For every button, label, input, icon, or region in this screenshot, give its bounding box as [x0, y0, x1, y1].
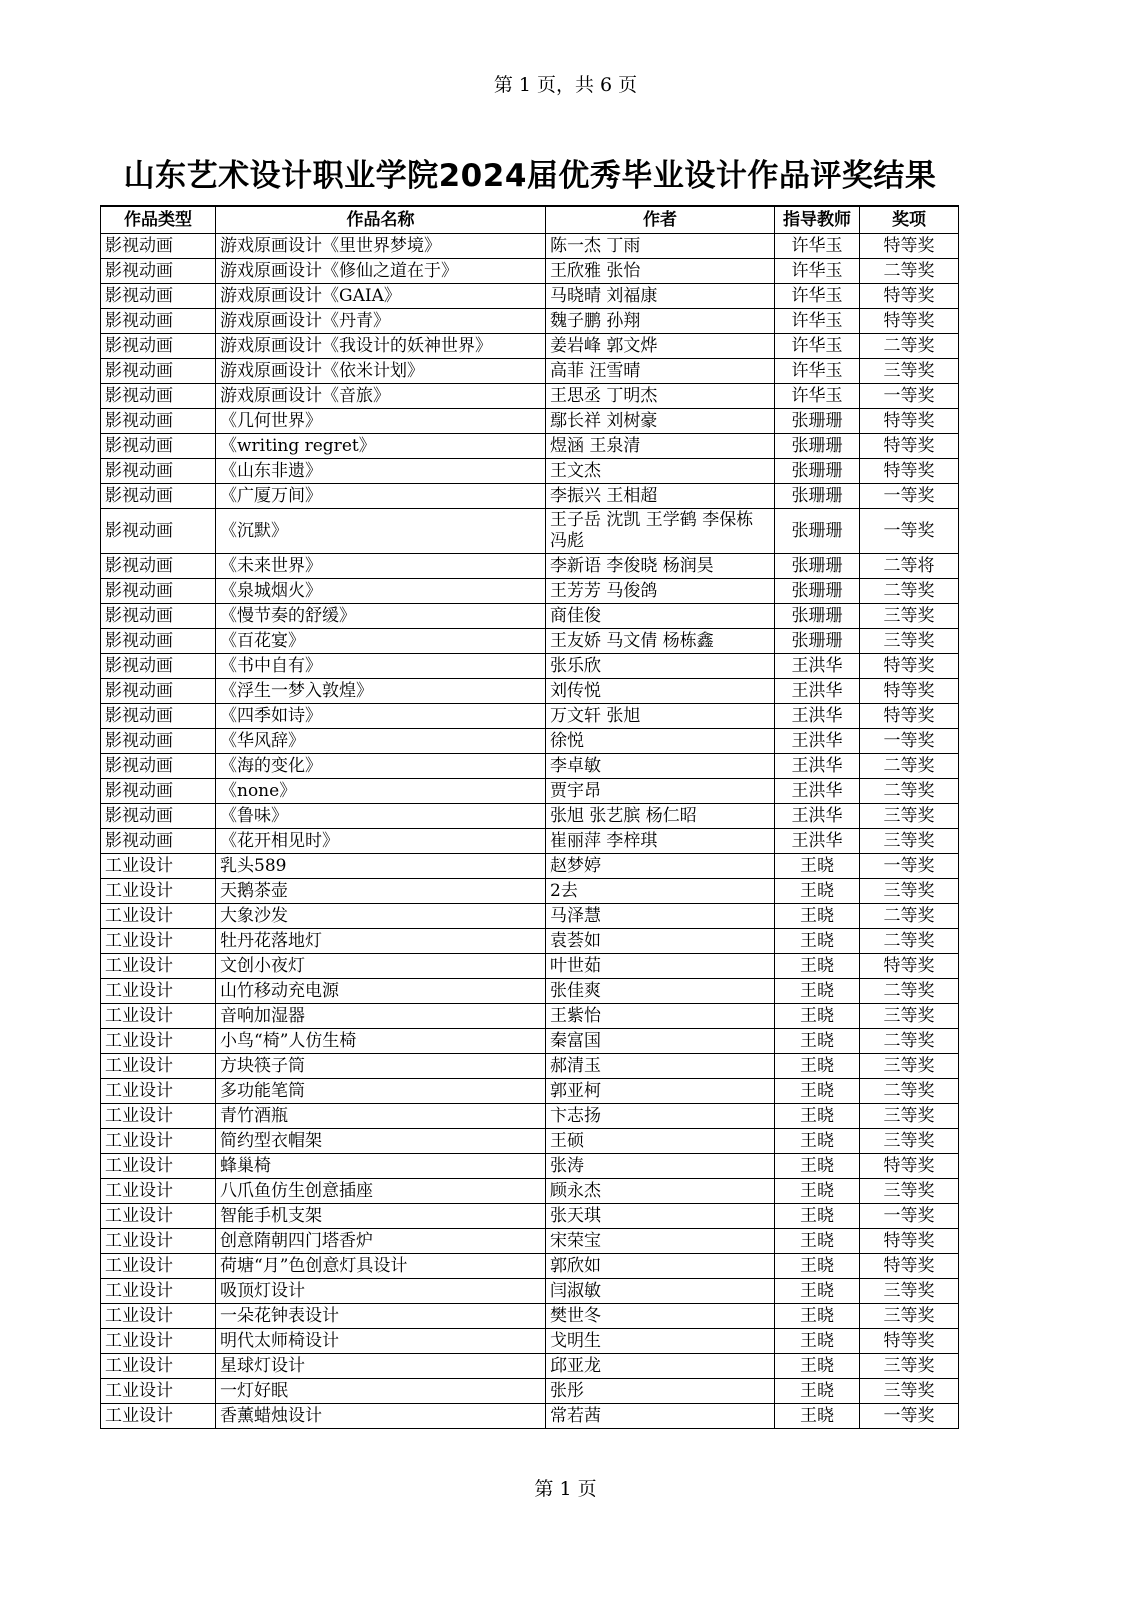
cell-type: 工业设计	[101, 1279, 216, 1304]
cell-title: 《泉城烟火》	[216, 579, 546, 604]
cell-title: 《书中自有》	[216, 654, 546, 679]
table-row	[101, 554, 959, 579]
cell-type: 影视动画	[101, 754, 216, 779]
table-row	[101, 384, 959, 409]
cell-type: 影视动画	[101, 384, 216, 409]
cell-author: 陈一杰 丁雨	[546, 234, 775, 259]
cell-award: 三等奖	[860, 1304, 959, 1329]
cell-author: 秦富国	[546, 1029, 775, 1054]
cell-advisor: 王晓	[775, 1054, 860, 1079]
cell-title: 《几何世界》	[216, 409, 546, 434]
table-row	[101, 1354, 959, 1379]
cell-author: 袁荟如	[546, 929, 775, 954]
cell-award: 三等奖	[860, 1179, 959, 1204]
cell-author: 张佳爽	[546, 979, 775, 1004]
cell-author: 崔丽萍 李梓琪	[546, 829, 775, 854]
cell-type: 影视动画	[101, 704, 216, 729]
table-row	[101, 484, 959, 509]
cell-author: 鄢长祥 刘树豪	[546, 409, 775, 434]
cell-award: 二等将	[860, 554, 959, 579]
cell-title: 蜂巢椅	[216, 1154, 546, 1179]
cell-author: 姜岩峰 郭文烨	[546, 334, 775, 359]
cell-award: 三等奖	[860, 1129, 959, 1154]
cell-type: 工业设计	[101, 1154, 216, 1179]
cell-type: 工业设计	[101, 879, 216, 904]
cell-title: 游戏原画设计《GAIA》	[216, 284, 546, 309]
cell-author: 万文轩 张旭	[546, 704, 775, 729]
table-row	[101, 1229, 959, 1254]
cell-award: 二等奖	[860, 1029, 959, 1054]
cell-advisor: 许华玉	[775, 259, 860, 284]
cell-award: 一等奖	[860, 1404, 959, 1429]
cell-award: 三等奖	[860, 1054, 959, 1079]
cell-type: 影视动画	[101, 779, 216, 804]
cell-advisor: 王洪华	[775, 654, 860, 679]
table-row	[101, 1029, 959, 1054]
table-row	[101, 929, 959, 954]
column-header-author: 作者	[546, 206, 775, 234]
cell-type: 工业设计	[101, 929, 216, 954]
cell-author: 高菲 汪雪晴	[546, 359, 775, 384]
cell-award: 二等奖	[860, 929, 959, 954]
cell-author: 王欣雅 张怡	[546, 259, 775, 284]
cell-award: 三等奖	[860, 604, 959, 629]
cell-advisor: 许华玉	[775, 284, 860, 309]
cell-advisor: 王晓	[775, 1104, 860, 1129]
cell-author: 张乐欣	[546, 654, 775, 679]
cell-type: 影视动画	[101, 434, 216, 459]
cell-type: 影视动画	[101, 729, 216, 754]
cell-advisor: 王晓	[775, 1379, 860, 1404]
cell-advisor: 许华玉	[775, 359, 860, 384]
cell-author: 马晓晴 刘福康	[546, 284, 775, 309]
cell-type: 工业设计	[101, 1179, 216, 1204]
cell-author: 常若茜	[546, 1404, 775, 1429]
cell-award: 特等奖	[860, 1254, 959, 1279]
table-row	[101, 1379, 959, 1404]
cell-author: 李卓敏	[546, 754, 775, 779]
document-title: 山东艺术设计职业学院2024届优秀毕业设计作品评奖结果	[123, 158, 937, 194]
cell-title: 文创小夜灯	[216, 954, 546, 979]
cell-award: 三等奖	[860, 629, 959, 654]
cell-title: 《鲁味》	[216, 804, 546, 829]
cell-author: 李新语 李俊晓 杨润昊	[546, 554, 775, 579]
table-row	[101, 729, 959, 754]
cell-award: 特等奖	[860, 434, 959, 459]
cell-advisor: 张珊珊	[775, 604, 860, 629]
cell-title: 《沉默》	[216, 509, 546, 554]
cell-advisor: 张珊珊	[775, 409, 860, 434]
cell-title: 多功能笔筒	[216, 1079, 546, 1104]
cell-author: 邱亚龙	[546, 1354, 775, 1379]
cell-title: 小鸟“椅”人仿生椅	[216, 1029, 546, 1054]
table-row	[101, 654, 959, 679]
cell-title: 《none》	[216, 779, 546, 804]
cell-award: 二等奖	[860, 579, 959, 604]
cell-author: 王硕	[546, 1129, 775, 1154]
cell-type: 工业设计	[101, 1354, 216, 1379]
cell-type: 影视动画	[101, 554, 216, 579]
table-row	[101, 1304, 959, 1329]
cell-type: 影视动画	[101, 359, 216, 384]
cell-advisor: 王晓	[775, 1329, 860, 1354]
cell-advisor: 许华玉	[775, 384, 860, 409]
cell-award: 二等奖	[860, 334, 959, 359]
cell-author: 王芳芳 马俊鸽	[546, 579, 775, 604]
table-row	[101, 284, 959, 309]
cell-author: 宋荣宝	[546, 1229, 775, 1254]
cell-award: 三等奖	[860, 1379, 959, 1404]
table-row	[101, 1104, 959, 1129]
cell-title: 星球灯设计	[216, 1354, 546, 1379]
cell-author: 王子岳 沈凯 王学鹤 李保栋 冯彪	[546, 509, 775, 554]
cell-advisor: 王晓	[775, 1304, 860, 1329]
cell-type: 影视动画	[101, 284, 216, 309]
cell-advisor: 张珊珊	[775, 459, 860, 484]
cell-title: 《未来世界》	[216, 554, 546, 579]
cell-title: 一朵花钟表设计	[216, 1304, 546, 1329]
cell-author: 2去	[546, 879, 775, 904]
cell-award: 特等奖	[860, 704, 959, 729]
cell-advisor: 王洪华	[775, 829, 860, 854]
cell-title: 《华风辞》	[216, 729, 546, 754]
cell-author: 赵梦婷	[546, 854, 775, 879]
cell-advisor: 王晓	[775, 1129, 860, 1154]
cell-author: 张旭 张艺膑 杨仁昭	[546, 804, 775, 829]
cell-advisor: 张珊珊	[775, 579, 860, 604]
cell-advisor: 王晓	[775, 929, 860, 954]
cell-award: 二等奖	[860, 259, 959, 284]
cell-type: 影视动画	[101, 459, 216, 484]
cell-award: 特等奖	[860, 409, 959, 434]
cell-advisor: 王洪华	[775, 704, 860, 729]
cell-type: 工业设计	[101, 1379, 216, 1404]
cell-type: 工业设计	[101, 1029, 216, 1054]
column-header-award: 奖项	[860, 206, 959, 234]
awards-table	[100, 205, 959, 1429]
cell-title: 《花开相见时》	[216, 829, 546, 854]
cell-type: 工业设计	[101, 1254, 216, 1279]
cell-title: 《海的变化》	[216, 754, 546, 779]
cell-type: 工业设计	[101, 1229, 216, 1254]
table-header-row	[101, 206, 959, 234]
page-header: 第 1 页，共 6 页	[493, 74, 638, 96]
cell-author: 卞志扬	[546, 1104, 775, 1129]
cell-author: 刘传悦	[546, 679, 775, 704]
cell-author: 郝清玉	[546, 1054, 775, 1079]
cell-advisor: 王晓	[775, 979, 860, 1004]
table-row	[101, 1004, 959, 1029]
cell-author: 郭欣如	[546, 1254, 775, 1279]
cell-author: 张天琪	[546, 1204, 775, 1229]
table-row	[101, 1404, 959, 1429]
cell-type: 工业设计	[101, 1304, 216, 1329]
cell-title: 《writing regret》	[216, 434, 546, 459]
cell-award: 三等奖	[860, 1104, 959, 1129]
table-row	[101, 1129, 959, 1154]
cell-advisor: 王晓	[775, 1354, 860, 1379]
column-header-advisor: 指导教师	[775, 206, 860, 234]
cell-award: 特等奖	[860, 1229, 959, 1254]
cell-advisor: 许华玉	[775, 334, 860, 359]
cell-award: 特等奖	[860, 654, 959, 679]
cell-title: 天鹅茶壶	[216, 879, 546, 904]
cell-advisor: 张珊珊	[775, 554, 860, 579]
cell-award: 三等奖	[860, 829, 959, 854]
cell-award: 特等奖	[860, 284, 959, 309]
cell-type: 影视动画	[101, 234, 216, 259]
cell-title: 乳头589	[216, 854, 546, 879]
cell-award: 特等奖	[860, 459, 959, 484]
cell-advisor: 王洪华	[775, 754, 860, 779]
cell-title: 香薰蜡烛设计	[216, 1404, 546, 1429]
cell-advisor: 张珊珊	[775, 484, 860, 509]
cell-award: 一等奖	[860, 1204, 959, 1229]
cell-author: 贾宇昂	[546, 779, 775, 804]
cell-title: 大象沙发	[216, 904, 546, 929]
cell-advisor: 王晓	[775, 904, 860, 929]
cell-author: 徐悦	[546, 729, 775, 754]
cell-advisor: 张珊珊	[775, 629, 860, 654]
cell-advisor: 许华玉	[775, 309, 860, 334]
cell-type: 影视动画	[101, 629, 216, 654]
cell-award: 特等奖	[860, 309, 959, 334]
cell-title: 明代太师椅设计	[216, 1329, 546, 1354]
table-row	[101, 579, 959, 604]
table-row	[101, 1204, 959, 1229]
cell-type: 工业设计	[101, 1054, 216, 1079]
table-row	[101, 1079, 959, 1104]
cell-award: 一等奖	[860, 854, 959, 879]
table-row	[101, 359, 959, 384]
table-row	[101, 1279, 959, 1304]
cell-type: 工业设计	[101, 1204, 216, 1229]
table-row	[101, 234, 959, 259]
cell-title: 创意隋朝四门塔香炉	[216, 1229, 546, 1254]
cell-type: 影视动画	[101, 334, 216, 359]
cell-advisor: 王晓	[775, 1204, 860, 1229]
page-footer: 第 1 页	[534, 1478, 597, 1500]
cell-author: 樊世冬	[546, 1304, 775, 1329]
cell-award: 特等奖	[860, 954, 959, 979]
table-row	[101, 1054, 959, 1079]
cell-advisor: 王晓	[775, 879, 860, 904]
cell-award: 三等奖	[860, 1004, 959, 1029]
cell-author: 王文杰	[546, 459, 775, 484]
cell-award: 二等奖	[860, 1079, 959, 1104]
cell-author: 煜涵 王泉清	[546, 434, 775, 459]
cell-award: 二等奖	[860, 754, 959, 779]
cell-title: 《山东非遗》	[216, 459, 546, 484]
cell-author: 李振兴 王相超	[546, 484, 775, 509]
cell-type: 工业设计	[101, 904, 216, 929]
cell-advisor: 王洪华	[775, 804, 860, 829]
cell-award: 三等奖	[860, 1279, 959, 1304]
table-row	[101, 904, 959, 929]
cell-advisor: 王洪华	[775, 679, 860, 704]
table-row	[101, 459, 959, 484]
cell-award: 特等奖	[860, 1154, 959, 1179]
cell-title: 音响加湿器	[216, 1004, 546, 1029]
table-row	[101, 704, 959, 729]
cell-advisor: 许华玉	[775, 234, 860, 259]
cell-title: 游戏原画设计《丹青》	[216, 309, 546, 334]
cell-type: 影视动画	[101, 604, 216, 629]
cell-advisor: 王晓	[775, 1029, 860, 1054]
cell-advisor: 王晓	[775, 1279, 860, 1304]
cell-advisor: 王晓	[775, 1404, 860, 1429]
cell-award: 一等奖	[860, 484, 959, 509]
cell-type: 工业设计	[101, 1004, 216, 1029]
cell-advisor: 王晓	[775, 1179, 860, 1204]
cell-author: 张彤	[546, 1379, 775, 1404]
cell-type: 影视动画	[101, 829, 216, 854]
cell-type: 影视动画	[101, 509, 216, 554]
cell-title: 方块筷子筒	[216, 1054, 546, 1079]
cell-author: 马泽慧	[546, 904, 775, 929]
cell-title: 八爪鱼仿生创意插座	[216, 1179, 546, 1204]
cell-author: 郭亚柯	[546, 1079, 775, 1104]
table-row	[101, 804, 959, 829]
cell-award: 三等奖	[860, 1354, 959, 1379]
cell-award: 二等奖	[860, 979, 959, 1004]
table-body	[101, 234, 959, 1429]
table-row	[101, 604, 959, 629]
cell-advisor: 王晓	[775, 954, 860, 979]
cell-author: 张涛	[546, 1154, 775, 1179]
table-row	[101, 509, 959, 554]
cell-author: 魏子鹏 孙翔	[546, 309, 775, 334]
table-row	[101, 334, 959, 359]
cell-type: 影视动画	[101, 804, 216, 829]
cell-type: 影视动画	[101, 654, 216, 679]
cell-title: 《四季如诗》	[216, 704, 546, 729]
cell-advisor: 王洪华	[775, 779, 860, 804]
cell-type: 影视动画	[101, 309, 216, 334]
cell-advisor: 张珊珊	[775, 509, 860, 554]
table-row	[101, 979, 959, 1004]
cell-title: 简约型衣帽架	[216, 1129, 546, 1154]
cell-title: 游戏原画设计《我设计的妖神世界》	[216, 334, 546, 359]
cell-author: 王思丞 丁明杰	[546, 384, 775, 409]
cell-award: 一等奖	[860, 729, 959, 754]
cell-title: 《广厦万间》	[216, 484, 546, 509]
cell-advisor: 王晓	[775, 1154, 860, 1179]
cell-award: 一等奖	[860, 384, 959, 409]
cell-type: 工业设计	[101, 1079, 216, 1104]
table-row	[101, 409, 959, 434]
cell-type: 工业设计	[101, 979, 216, 1004]
cell-type: 工业设计	[101, 954, 216, 979]
cell-advisor: 王晓	[775, 854, 860, 879]
cell-advisor: 王晓	[775, 1254, 860, 1279]
cell-award: 特等奖	[860, 1329, 959, 1354]
cell-author: 叶世茹	[546, 954, 775, 979]
cell-title: 荷塘“月”色创意灯具设计	[216, 1254, 546, 1279]
table-row	[101, 1154, 959, 1179]
cell-advisor: 张珊珊	[775, 434, 860, 459]
cell-title: 游戏原画设计《音旅》	[216, 384, 546, 409]
cell-author: 王紫怡	[546, 1004, 775, 1029]
cell-type: 工业设计	[101, 1129, 216, 1154]
cell-title: 牡丹花落地灯	[216, 929, 546, 954]
cell-type: 影视动画	[101, 679, 216, 704]
table-row	[101, 854, 959, 879]
table-row	[101, 1179, 959, 1204]
table-row	[101, 954, 959, 979]
cell-title: 《百花宴》	[216, 629, 546, 654]
cell-title: 一灯好眠	[216, 1379, 546, 1404]
cell-title: 吸顶灯设计	[216, 1279, 546, 1304]
column-header-title: 作品名称	[216, 206, 546, 234]
cell-type: 工业设计	[101, 1329, 216, 1354]
cell-author: 王友娇 马文倩 杨栋鑫	[546, 629, 775, 654]
cell-title: 《慢节奏的舒缓》	[216, 604, 546, 629]
cell-award: 三等奖	[860, 879, 959, 904]
cell-advisor: 王晓	[775, 1229, 860, 1254]
table-row	[101, 434, 959, 459]
cell-author: 商佳俊	[546, 604, 775, 629]
table-row	[101, 829, 959, 854]
cell-title: 山竹移动充电源	[216, 979, 546, 1004]
table-row	[101, 1254, 959, 1279]
cell-advisor: 王洪华	[775, 729, 860, 754]
table-row	[101, 259, 959, 284]
cell-title: 青竹酒瓶	[216, 1104, 546, 1129]
cell-type: 影视动画	[101, 579, 216, 604]
cell-award: 三等奖	[860, 804, 959, 829]
cell-advisor: 王晓	[775, 1079, 860, 1104]
cell-award: 二等奖	[860, 779, 959, 804]
table-row	[101, 309, 959, 334]
cell-author: 戈明生	[546, 1329, 775, 1354]
cell-type: 影视动画	[101, 484, 216, 509]
table-row	[101, 629, 959, 654]
column-header-type: 作品类型	[101, 206, 216, 234]
table-row	[101, 679, 959, 704]
cell-award: 三等奖	[860, 359, 959, 384]
cell-title: 智能手机支架	[216, 1204, 546, 1229]
cell-title: 游戏原画设计《里世界梦境》	[216, 234, 546, 259]
cell-type: 工业设计	[101, 1104, 216, 1129]
cell-type: 影视动画	[101, 409, 216, 434]
cell-award: 一等奖	[860, 509, 959, 554]
cell-title: 游戏原画设计《修仙之道在于》	[216, 259, 546, 284]
table-row	[101, 754, 959, 779]
cell-author: 顾永杰	[546, 1179, 775, 1204]
table-row	[101, 1329, 959, 1354]
table-row	[101, 879, 959, 904]
table-row	[101, 779, 959, 804]
cell-type: 工业设计	[101, 854, 216, 879]
cell-title: 游戏原画设计《依米计划》	[216, 359, 546, 384]
cell-title: 《浮生一梦入敦煌》	[216, 679, 546, 704]
cell-award: 特等奖	[860, 679, 959, 704]
cell-award: 二等奖	[860, 904, 959, 929]
cell-advisor: 王晓	[775, 1004, 860, 1029]
cell-award: 特等奖	[860, 234, 959, 259]
cell-type: 工业设计	[101, 1404, 216, 1429]
cell-author: 闫淑敏	[546, 1279, 775, 1304]
cell-type: 影视动画	[101, 259, 216, 284]
